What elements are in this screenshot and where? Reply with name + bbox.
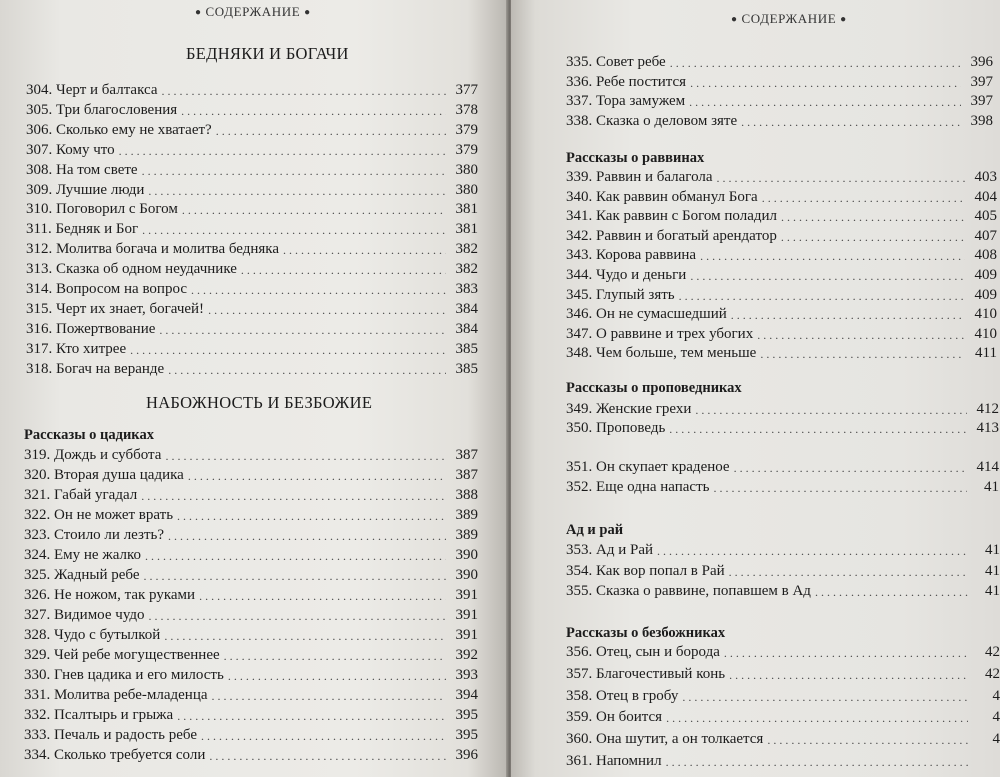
toc-entry [566, 111, 993, 131]
toc-entry-page: 404 [974, 188, 997, 205]
dot-leader [724, 643, 968, 663]
dot-leader [142, 161, 446, 181]
toc-entry [26, 120, 478, 140]
toc-entry-title: 353. Ад и Рай [566, 542, 654, 558]
toc-entry [26, 299, 478, 319]
toc-entry [566, 642, 1000, 662]
dot-leader [689, 92, 961, 112]
toc-entry-page: 405 [974, 208, 997, 225]
toc-entry [566, 265, 997, 285]
bullet-icon: ● [195, 7, 202, 18]
toc-entry-page: 391 [455, 607, 478, 623]
toc-entry-page: 384 [455, 320, 478, 337]
dot-leader [177, 706, 446, 726]
toc-entry [24, 485, 478, 505]
toc-entry [24, 585, 478, 605]
toc-entry [24, 705, 478, 725]
dot-leader [159, 320, 446, 340]
dot-leader [165, 446, 446, 466]
toc-entry-title: 359. Он боится [566, 709, 663, 726]
toc-entry-page: 396 [455, 747, 478, 763]
toc-entry-title: 361. Напомнил [566, 753, 662, 769]
dot-leader [177, 506, 446, 526]
toc-entry [24, 545, 478, 565]
toc-entry-page: 387 [455, 467, 478, 483]
toc-entry-title: 334. Сколько требуется соли [24, 747, 206, 763]
toc-entry [566, 167, 997, 187]
toc-entry [24, 665, 478, 685]
toc-entry [566, 664, 1000, 684]
toc-entry-title: 350. Проповедь [566, 420, 666, 436]
dot-leader [162, 81, 446, 101]
toc-entry-page: 409 [974, 286, 997, 303]
dot-leader [666, 708, 968, 728]
toc-entry [566, 52, 993, 72]
toc-entry-page: 390 [455, 547, 478, 563]
toc-entry-title: 329. Чей ребе могущественнее [24, 647, 220, 663]
dot-leader [734, 458, 967, 478]
toc-entry-title: 316. Пожертвование [26, 320, 156, 337]
subsection-title: Рассказы о безбожниках [566, 625, 726, 641]
toc-entry-title: 305. Три благословения [26, 101, 178, 118]
toc-entry-title: 354. Как вор попал в Рай [566, 562, 725, 579]
toc-entry-title: 333. Печаль и радость ребе [24, 727, 198, 743]
dot-leader [690, 73, 961, 93]
toc-entry-title: 307. Кому что [26, 141, 115, 158]
dot-leader [717, 168, 965, 188]
toc-entry [26, 80, 478, 100]
dot-leader [181, 101, 446, 121]
dot-leader [199, 586, 446, 606]
toc-entry-title: 352. Еще одна напасть [566, 479, 710, 495]
dot-leader [164, 626, 446, 646]
toc-entry [566, 226, 997, 246]
dot-leader [690, 266, 965, 286]
section-title: БЕДНЯКИ И БОГАЧИ [186, 44, 349, 63]
running-head-left [195, 4, 311, 20]
dot-leader [757, 325, 965, 345]
dot-leader [670, 53, 961, 73]
toc-entry-title: 309. Лучшие люди [26, 181, 145, 198]
toc-entry-page: 412 [976, 401, 999, 417]
toc-entry-title: 325. Жадный ребе [24, 567, 140, 583]
toc-entry-title: 317. Кто хитрее [26, 340, 127, 357]
toc-entry-page: 4 [992, 709, 1000, 726]
toc-entry-page: 383 [455, 281, 478, 297]
dot-leader [679, 286, 965, 306]
toc-entry-title: 323. Стоило ли лезть? [24, 527, 164, 543]
dot-leader [731, 305, 965, 325]
dot-leader [666, 752, 968, 772]
dot-leader [149, 606, 446, 626]
dot-leader [130, 340, 446, 360]
toc-entry-page: 380 [455, 161, 478, 178]
toc-entry-title: 357. Благочестивый конь [566, 665, 726, 682]
subsection-title: Рассказы о раввинах [566, 150, 705, 166]
toc-entry-page: 388 [455, 487, 478, 503]
toc-entry-title: 312. Молитва богача и молитва бедняка [26, 241, 280, 258]
dot-leader [700, 246, 965, 266]
toc-entry-page: 397 [970, 73, 993, 90]
toc-entry-title: 311. Бедняк и Бог [26, 221, 139, 238]
toc-entry-title: 349. Женские грехи [566, 401, 692, 417]
toc-entry-title: 342. Раввин и богатый арендатор [566, 227, 777, 244]
toc-entry [26, 140, 478, 160]
dot-leader [145, 546, 446, 566]
toc-entry [566, 686, 1000, 706]
toc-entry [26, 219, 478, 239]
toc-entry-title: 327. Видимое чудо [24, 607, 145, 623]
toc-entry [26, 100, 478, 120]
toc-entry-page: 377 [455, 82, 478, 98]
toc-entry [26, 359, 478, 379]
toc-entry [24, 565, 478, 585]
toc-entry-title: 340. Как раввин обманул Бога [566, 188, 758, 205]
section-title: НАБОЖНОСТЬ И БЕЗБОЖИЕ [146, 393, 373, 412]
toc-entry [24, 725, 478, 745]
dot-leader [657, 541, 968, 561]
toc-entry-page: 4 [992, 687, 1000, 704]
toc-entry-title: 347. О раввине и трех убогих [566, 325, 754, 342]
dot-leader [168, 360, 446, 380]
running-head-right [731, 11, 847, 27]
toc-entry-title: 326. Не ножом, так руками [24, 587, 196, 603]
toc-entry-page: 413 [976, 420, 999, 436]
dot-leader [815, 582, 968, 602]
toc-entry-title: 355. Сказка о раввине, попавшем в Ад [566, 583, 811, 599]
toc-entry-title: 314. Вопросом на вопрос [26, 281, 187, 297]
toc-entry-title: 335. Совет ребе [566, 54, 666, 70]
toc-entry [566, 72, 993, 92]
toc-entry-page: 385 [455, 340, 478, 357]
toc-entry [26, 239, 478, 259]
toc-entry-title: 343. Корова раввина [566, 247, 697, 264]
toc-entry-page: 403 [974, 169, 997, 185]
toc-entry-title: 321. Габай угадал [24, 487, 138, 503]
toc-entry-title: 320. Вторая душа цадика [24, 467, 184, 483]
toc-entry-page: 389 [455, 527, 478, 543]
toc-entry-page: 382 [455, 261, 478, 278]
toc-entry-title: 319. Дождь и суббота [24, 447, 162, 463]
toc-entry-page: 379 [455, 121, 478, 138]
toc-entry-page: 396 [970, 54, 993, 70]
toc-entry [566, 729, 1000, 749]
toc-entry-page: 395 [455, 707, 478, 723]
running-head-text: СОДЕРЖАНИЕ [741, 11, 837, 26]
toc-entry [566, 418, 999, 438]
toc-entry-title: 313. Сказка об одном неудачнике [26, 261, 237, 278]
toc-entry-title: 348. Чем больше, тем меньше [566, 345, 757, 362]
dot-leader [695, 400, 967, 420]
dot-leader [182, 200, 446, 220]
toc-entry [24, 525, 478, 545]
toc-entry [566, 399, 999, 419]
toc-entry [26, 339, 478, 359]
toc-entry [24, 505, 478, 525]
dot-leader [216, 121, 446, 141]
dot-leader [212, 686, 446, 706]
dot-leader [224, 646, 446, 666]
toc-entry [26, 259, 478, 279]
toc-entry-title: 339. Раввин и балагола [566, 169, 713, 185]
toc-entry-page: 410 [974, 325, 997, 342]
toc-entry [566, 245, 997, 265]
toc-entry-page: 391 [455, 587, 478, 603]
toc-entry [566, 561, 1000, 581]
toc-entry-title: 360. Она шутит, а он толкается [566, 731, 764, 748]
toc-entry [566, 91, 993, 111]
toc-entry-title: 306. Сколько ему не хватает? [26, 121, 212, 138]
toc-entry-title: 346. Он не сумасшедший [566, 306, 727, 323]
toc-entry [26, 160, 478, 180]
dot-leader [767, 730, 968, 750]
dot-leader [188, 466, 446, 486]
toc-entry [24, 625, 478, 645]
toc-entry-page: 393 [455, 667, 478, 683]
toc-entry [566, 477, 999, 497]
toc-entry-page: 42 [985, 665, 1000, 682]
toc-entry [566, 343, 997, 363]
toc-entry-page: 385 [455, 360, 478, 377]
toc-entry-page: 390 [455, 567, 478, 583]
dot-leader [283, 240, 446, 260]
toc-entry [566, 206, 997, 226]
toc-entry-page: 408 [974, 247, 997, 264]
toc-entry-title: 324. Ему не жалко [24, 547, 142, 563]
toc-entry [566, 751, 1000, 771]
toc-entry-title: 344. Чудо и деньги [566, 267, 687, 283]
toc-entry-title: 304. Черт и балтакса [26, 82, 158, 98]
toc-entry-page: 392 [455, 647, 478, 663]
toc-entry-title: 332. Псалтырь и грыжа [24, 707, 174, 723]
toc-entry-page: 391 [455, 627, 478, 643]
toc-entry [26, 199, 478, 219]
toc-entry-title: 341. Как раввин с Богом поладил [566, 208, 778, 225]
toc-entry-page: 379 [455, 141, 478, 158]
toc-entry [566, 285, 997, 305]
toc-entry-title: 330. Гнев цадика и его милость [24, 667, 224, 683]
toc-entry [24, 605, 478, 625]
dot-leader [141, 486, 446, 506]
dot-leader [119, 141, 446, 161]
dot-leader [209, 746, 446, 766]
subsection-title: Ад и рай [566, 522, 624, 538]
toc-entry-page: 41 [984, 479, 999, 495]
dot-leader [208, 300, 446, 320]
toc-entry-title: 322. Он не может врать [24, 507, 174, 523]
toc-entry-page: 380 [455, 181, 478, 198]
toc-entry-title: 338. Сказка о деловом зяте [566, 112, 738, 129]
dot-leader [168, 526, 446, 546]
toc-entry-page: 42 [985, 644, 1000, 660]
dot-leader [781, 227, 965, 247]
toc-entry-page: 378 [455, 101, 478, 118]
toc-entry-page: 384 [455, 300, 478, 317]
toc-entry [24, 745, 478, 765]
dot-leader [729, 665, 968, 685]
toc-entry [566, 707, 1000, 727]
dot-leader [762, 188, 965, 208]
toc-entry-page: 395 [455, 727, 478, 743]
toc-entry-page: 381 [455, 201, 478, 218]
toc-entry-title: 310. Поговорил с Богом [26, 201, 178, 218]
subsection-title: Рассказы о цадиках [24, 427, 154, 443]
toc-entry-page: 411 [975, 345, 997, 362]
dot-leader [669, 419, 967, 439]
toc-entry-page: 41 [985, 583, 1000, 599]
toc-entry [24, 685, 478, 705]
toc-entry-page: 389 [455, 507, 478, 523]
toc-entry-page: 398 [970, 112, 993, 129]
dot-leader [148, 181, 446, 201]
toc-entry [26, 279, 478, 299]
toc-entry-page: 407 [974, 227, 997, 244]
toc-entry-page: 409 [974, 267, 997, 283]
toc-entry-title: 356. Отец, сын и борода [566, 644, 720, 660]
toc-entry-title: 345. Глупый зять [566, 286, 675, 303]
dot-leader [228, 666, 446, 686]
toc-entry-title: 337. Тора замужем [566, 93, 686, 110]
toc-entry [566, 324, 997, 344]
toc-entry-page: 394 [455, 687, 478, 703]
dot-leader [191, 280, 446, 300]
toc-entry-page: 381 [455, 221, 478, 238]
toc-entry-page: 41 [985, 562, 1000, 579]
toc-entry-title: 336. Ребе постится [566, 73, 687, 90]
bullet-icon: ● [304, 7, 311, 18]
toc-entry-page: 382 [455, 241, 478, 258]
dot-leader [682, 687, 968, 707]
subsection-title: Рассказы о проповедниках [566, 380, 742, 396]
dot-leader [760, 344, 965, 364]
dot-leader [713, 478, 967, 498]
toc-entry-title: 351. Он скупает краденое [566, 459, 730, 475]
toc-entry-title: 318. Богач на веранде [26, 360, 165, 377]
toc-entry [26, 319, 478, 339]
toc-entry [24, 465, 478, 485]
bullet-icon: ● [840, 14, 847, 25]
toc-entry [566, 457, 999, 477]
running-head-text: СОДЕРЖАНИЕ [205, 4, 301, 19]
toc-entry [566, 540, 1000, 560]
toc-entry-title: 331. Молитва ребе-младенца [24, 687, 208, 703]
toc-entry-title: 358. Отец в гробу [566, 687, 679, 704]
toc-entry-title: 315. Черт их знает, богачей! [26, 300, 205, 317]
toc-entry [566, 581, 1000, 601]
dot-leader [741, 112, 961, 132]
toc-entry-page: 410 [974, 306, 997, 323]
toc-entry-title: 328. Чудо с бутылкой [24, 627, 161, 643]
toc-entry-page: 414 [976, 459, 999, 475]
toc-entry [24, 645, 478, 665]
dot-leader [142, 220, 446, 240]
bullet-icon: ● [731, 14, 738, 25]
toc-entry-page: 4 [992, 731, 1000, 748]
toc-entry-page: 397 [970, 93, 993, 110]
dot-leader [241, 260, 446, 280]
dot-leader [144, 566, 447, 586]
dot-leader [781, 207, 965, 227]
toc-entry [24, 445, 478, 465]
toc-entry-title: 308. На том свете [26, 161, 138, 178]
toc-entry [26, 180, 478, 200]
dot-leader [729, 562, 968, 582]
right-page [511, 0, 1000, 777]
toc-entry [566, 187, 997, 207]
toc-entry-page: 41 [985, 542, 1000, 558]
toc-entry-page: 387 [455, 447, 478, 463]
toc-entry [566, 304, 997, 324]
dot-leader [201, 726, 446, 746]
